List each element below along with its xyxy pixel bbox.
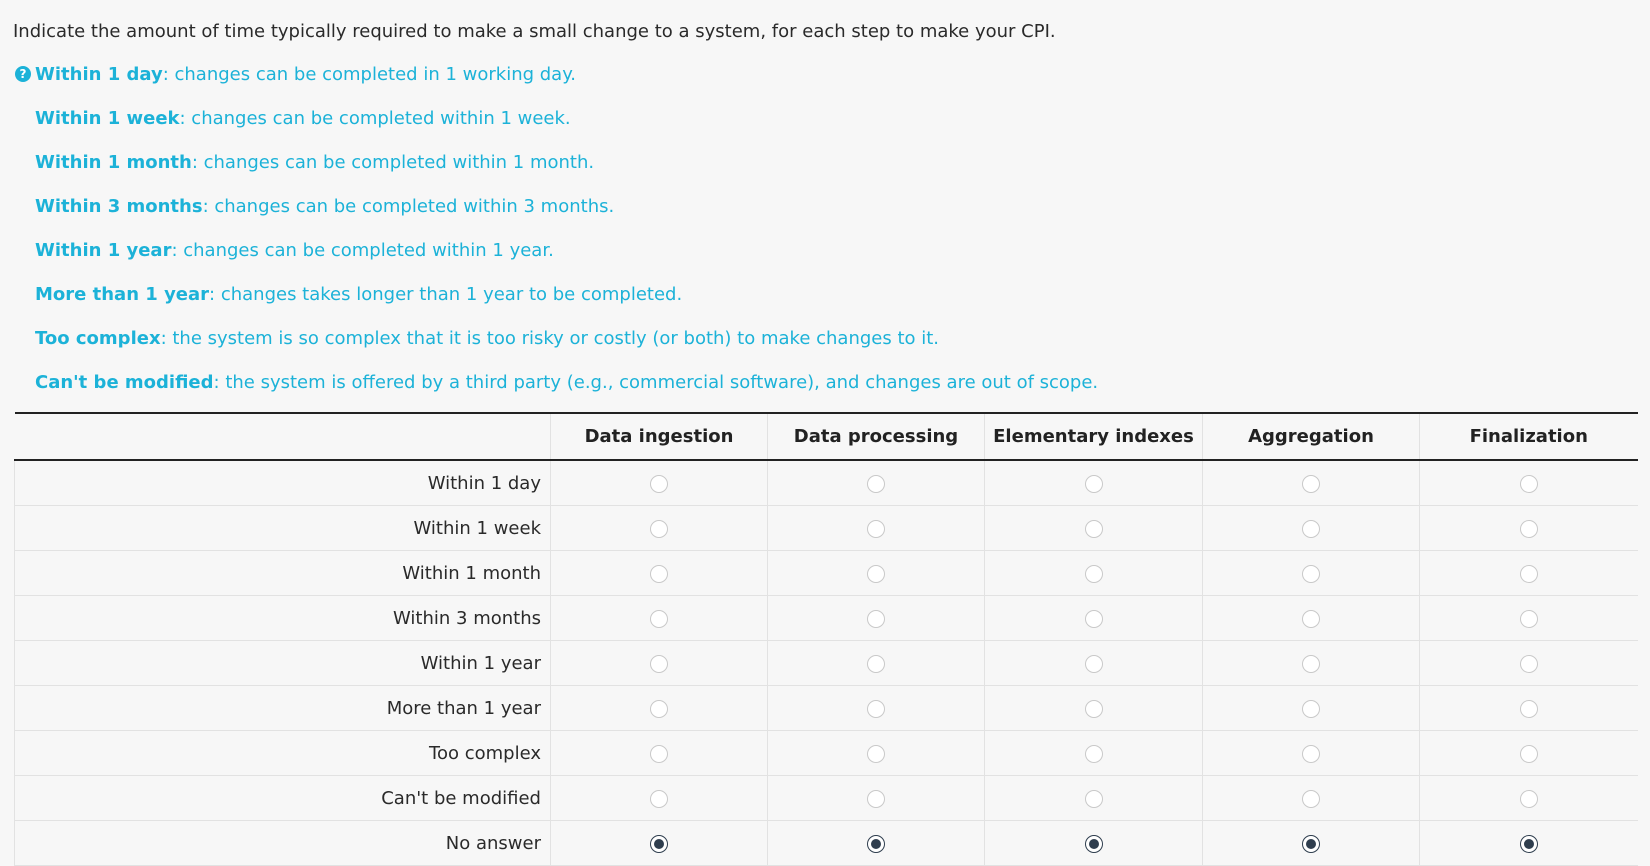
grid-row-more-than-1-year	[15, 686, 1638, 731]
radio-aggregation-within-1-month[interactable]	[1302, 565, 1320, 583]
radio-cell[interactable]	[1420, 506, 1638, 551]
radio-elementary-indexes-within-3-months[interactable]	[1085, 610, 1103, 628]
help-item-text	[35, 151, 594, 175]
radio-finalization-too-complex[interactable]	[1520, 745, 1538, 763]
radio-data-processing-more-than-1-year[interactable]	[867, 700, 885, 718]
question-text: Indicate the amount of time typically required to make a small change to a system, for each step to make your CPI.	[13, 21, 1056, 42]
grid-row-too-complex	[15, 731, 1638, 776]
radio-cell[interactable]	[1203, 641, 1420, 686]
radio-data-ingestion-more-than-1-year[interactable]	[650, 700, 668, 718]
grid-header-row	[15, 413, 1638, 460]
radio-cell[interactable]	[1420, 776, 1638, 821]
radio-cell[interactable]	[1420, 686, 1638, 731]
radio-cell[interactable]	[768, 821, 985, 866]
help-term: Within 1 week	[35, 108, 180, 129]
radio-cell[interactable]	[551, 460, 768, 506]
grid-row-within-1-month	[15, 551, 1638, 596]
radio-data-processing-within-1-week[interactable]	[867, 520, 885, 538]
radio-cell[interactable]	[551, 506, 768, 551]
row-label: More than 1 year	[15, 686, 551, 731]
question-circle-icon: ?	[15, 66, 31, 82]
radio-cell[interactable]	[1203, 821, 1420, 866]
help-term: Within 1 day	[35, 64, 163, 85]
help-item-text	[35, 239, 554, 263]
radio-data-ingestion-within-1-month[interactable]	[650, 565, 668, 583]
radio-cell[interactable]	[768, 506, 985, 551]
radio-cell[interactable]	[551, 776, 768, 821]
radio-cell[interactable]	[551, 686, 768, 731]
radio-data-ingestion-within-3-months[interactable]	[650, 610, 668, 628]
radio-cell[interactable]	[551, 596, 768, 641]
radio-cell[interactable]	[768, 596, 985, 641]
radio-cell[interactable]	[551, 551, 768, 596]
radio-data-processing-too-complex[interactable]	[867, 745, 885, 763]
help-term: Can't be modified	[35, 372, 214, 393]
grid-row-within-3-months	[15, 596, 1638, 641]
radio-data-ingestion-within-1-week[interactable]	[650, 520, 668, 538]
radio-elementary-indexes-within-1-day[interactable]	[1085, 475, 1103, 493]
radio-cell[interactable]	[1420, 551, 1638, 596]
radio-cell[interactable]	[1420, 731, 1638, 776]
radio-cell[interactable]	[551, 821, 768, 866]
radio-finalization-more-than-1-year[interactable]	[1520, 700, 1538, 718]
radio-cell[interactable]	[985, 596, 1203, 641]
radio-data-processing-within-1-day[interactable]	[867, 475, 885, 493]
radio-cell[interactable]	[768, 460, 985, 506]
grid-row-within-1-week	[15, 506, 1638, 551]
radio-cell[interactable]	[551, 641, 768, 686]
help-term: Too complex	[35, 328, 161, 349]
radio-cell[interactable]	[768, 731, 985, 776]
column-header-data-processing: Data processing	[768, 413, 985, 460]
help-item-text	[35, 283, 682, 307]
help-item-text	[35, 63, 576, 87]
row-label: Within 1 year	[15, 641, 551, 686]
radio-cell[interactable]	[1420, 596, 1638, 641]
help-term: Within 1 year	[35, 240, 172, 261]
help-description: : the system is offered by a third party (e.g., commercial software), and changes are out of scope.	[213, 372, 1099, 393]
radio-finalization-no-answer[interactable]	[1520, 835, 1538, 853]
radio-finalization-can-t-be-modified[interactable]	[1520, 790, 1538, 808]
radio-cell[interactable]	[551, 731, 768, 776]
radio-elementary-indexes-can-t-be-modified[interactable]	[1085, 790, 1103, 808]
radio-cell[interactable]	[1203, 551, 1420, 596]
column-header-elementary-indexes: Elementary indexes	[985, 413, 1203, 460]
radio-data-processing-within-1-year[interactable]	[867, 655, 885, 673]
radio-data-ingestion-too-complex[interactable]	[650, 745, 668, 763]
grid-row-can-t-be-modified	[15, 776, 1638, 821]
radio-finalization-within-1-month[interactable]	[1520, 565, 1538, 583]
help-item-text	[35, 371, 1098, 395]
radio-elementary-indexes-too-complex[interactable]	[1085, 745, 1103, 763]
radio-data-processing-can-t-be-modified[interactable]	[867, 790, 885, 808]
radio-cell[interactable]	[1203, 776, 1420, 821]
row-label: Within 1 week	[15, 506, 551, 551]
radio-aggregation-within-1-year[interactable]	[1302, 655, 1320, 673]
row-label: Within 3 months	[15, 596, 551, 641]
help-description: : changes can be completed within 1 week.	[179, 108, 571, 129]
radio-data-processing-no-answer[interactable]	[867, 835, 885, 853]
radio-aggregation-can-t-be-modified[interactable]	[1302, 790, 1320, 808]
radio-cell[interactable]	[1420, 821, 1638, 866]
help-description: : changes takes longer than 1 year to be completed.	[209, 284, 683, 305]
column-header-finalization: Finalization	[1420, 413, 1638, 460]
radio-elementary-indexes-within-1-year[interactable]	[1085, 655, 1103, 673]
radio-cell[interactable]	[985, 731, 1203, 776]
help-description: : changes can be completed in 1 working day.	[162, 64, 577, 85]
radio-cell[interactable]	[985, 506, 1203, 551]
radio-finalization-within-3-months[interactable]	[1520, 610, 1538, 628]
radio-data-ingestion-no-answer[interactable]	[650, 835, 668, 853]
radio-data-processing-within-3-months[interactable]	[867, 610, 885, 628]
radio-aggregation-no-answer[interactable]	[1302, 835, 1320, 853]
row-label: Within 1 month	[15, 551, 551, 596]
radio-cell[interactable]	[1420, 641, 1638, 686]
radio-aggregation-within-3-months[interactable]	[1302, 610, 1320, 628]
row-label: Within 1 day	[15, 460, 551, 506]
help-item-text	[35, 195, 614, 219]
answer-grid	[14, 412, 1638, 866]
radio-elementary-indexes-no-answer[interactable]	[1085, 835, 1103, 853]
radio-cell[interactable]	[985, 776, 1203, 821]
radio-finalization-within-1-week[interactable]	[1520, 520, 1538, 538]
radio-cell[interactable]	[985, 460, 1203, 506]
radio-cell[interactable]	[1203, 596, 1420, 641]
radio-aggregation-more-than-1-year[interactable]	[1302, 700, 1320, 718]
help-description: : changes can be completed within 1 year.	[171, 240, 554, 261]
radio-finalization-within-1-year[interactable]	[1520, 655, 1538, 673]
radio-elementary-indexes-more-than-1-year[interactable]	[1085, 700, 1103, 718]
help-term: Within 1 month	[35, 152, 192, 173]
radio-cell[interactable]	[768, 641, 985, 686]
radio-data-ingestion-can-t-be-modified[interactable]	[650, 790, 668, 808]
help-item-text	[35, 107, 571, 131]
row-label: No answer	[15, 821, 551, 866]
help-description: : changes can be completed within 1 month.	[191, 152, 595, 173]
radio-cell[interactable]	[1203, 506, 1420, 551]
radio-elementary-indexes-within-1-week[interactable]	[1085, 520, 1103, 538]
radio-cell[interactable]	[985, 551, 1203, 596]
help-term: More than 1 year	[35, 284, 210, 305]
row-label: Too complex	[15, 731, 551, 776]
radio-cell[interactable]	[1203, 731, 1420, 776]
radio-aggregation-within-1-day[interactable]	[1302, 475, 1320, 493]
radio-data-ingestion-within-1-day[interactable]	[650, 475, 668, 493]
grid-row-within-1-day	[15, 460, 1638, 506]
radio-cell[interactable]	[1203, 686, 1420, 731]
radio-aggregation-too-complex[interactable]	[1302, 745, 1320, 763]
column-header-data-ingestion: Data ingestion	[551, 413, 768, 460]
radio-cell[interactable]	[985, 821, 1203, 866]
radio-finalization-within-1-day[interactable]	[1520, 475, 1538, 493]
column-header-aggregation: Aggregation	[1203, 413, 1420, 460]
grid-row-no-answer	[15, 821, 1638, 866]
help-term: Within 3 months	[35, 196, 203, 217]
radio-cell[interactable]	[768, 551, 985, 596]
radio-cell[interactable]	[1420, 460, 1638, 506]
radio-data-ingestion-within-1-year[interactable]	[650, 655, 668, 673]
radio-elementary-indexes-within-1-month[interactable]	[1085, 565, 1103, 583]
radio-cell[interactable]	[985, 686, 1203, 731]
grid-corner-cell	[15, 413, 551, 460]
radio-data-processing-within-1-month[interactable]	[867, 565, 885, 583]
help-description: : changes can be completed within 3 months.	[202, 196, 615, 217]
radio-cell[interactable]	[1203, 460, 1420, 506]
help-description: : the system is so complex that it is too risky or costly (or both) to make changes to it.	[160, 328, 940, 349]
radio-aggregation-within-1-week[interactable]	[1302, 520, 1320, 538]
radio-cell[interactable]	[768, 776, 985, 821]
radio-cell[interactable]	[768, 686, 985, 731]
radio-cell[interactable]	[985, 641, 1203, 686]
row-label: Can't be modified	[15, 776, 551, 821]
help-item-text	[35, 327, 939, 351]
grid-row-within-1-year	[15, 641, 1638, 686]
